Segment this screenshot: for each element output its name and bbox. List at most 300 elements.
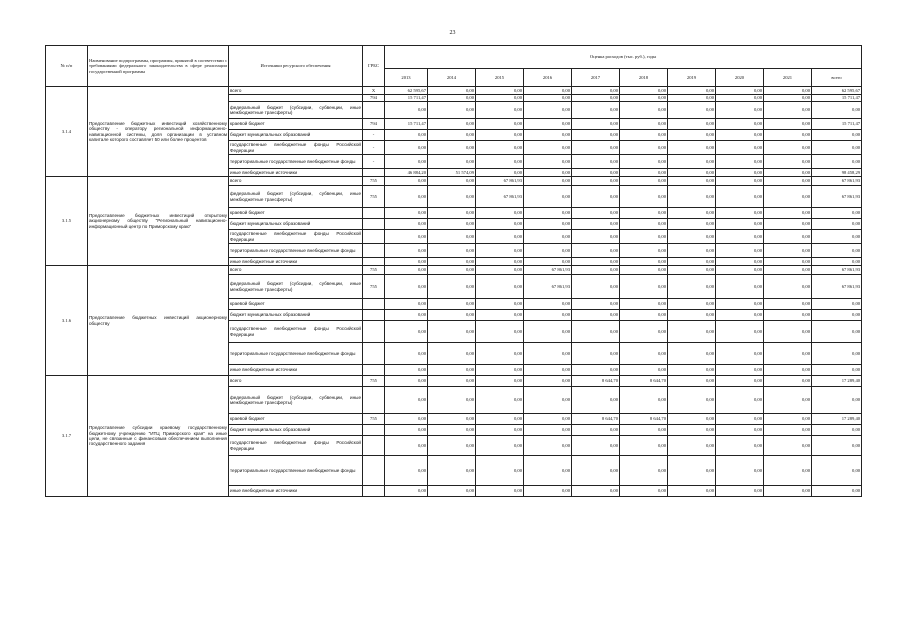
value-2016: 0,00 bbox=[524, 208, 572, 219]
header-grbs: ГРБС bbox=[363, 46, 385, 87]
value-2018: 0,00 bbox=[620, 219, 668, 230]
value-2020: 0,00 bbox=[716, 219, 764, 230]
value-2021: 0,00 bbox=[764, 275, 812, 299]
value-2019: 0,00 bbox=[668, 102, 716, 119]
section-code: 3.1.6 bbox=[46, 266, 88, 376]
value-2014: 0,00 bbox=[428, 130, 476, 141]
value-2021: 0,00 bbox=[764, 219, 812, 230]
value-total: 0,00 bbox=[812, 244, 862, 258]
value-2021: 0,00 bbox=[764, 343, 812, 365]
value-total: 0,00 bbox=[812, 425, 862, 436]
value-2016: 0,00 bbox=[524, 119, 572, 130]
value-2016: 0,00 bbox=[524, 177, 572, 186]
value-2015: 0,00 bbox=[476, 425, 524, 436]
value-2014: 0,00 bbox=[428, 219, 476, 230]
value-2018: 0,00 bbox=[620, 456, 668, 486]
value-2020: 0,00 bbox=[716, 365, 764, 376]
grbs-code bbox=[363, 244, 385, 258]
value-2013: 0,00 bbox=[385, 186, 428, 208]
value-2021: 0,00 bbox=[764, 266, 812, 275]
grbs-code: 755 bbox=[363, 177, 385, 186]
source-label: федеральный бюджет (субсидии, субвенции, иные межбюджетные трансферты) bbox=[229, 275, 363, 299]
value-2020: 0,00 bbox=[716, 130, 764, 141]
value-2019: 0,00 bbox=[668, 310, 716, 321]
value-2020: 0,00 bbox=[716, 186, 764, 208]
value-total: 0,00 bbox=[812, 299, 862, 310]
value-2013: 0,00 bbox=[385, 102, 428, 119]
value-2020: 0,00 bbox=[716, 230, 764, 244]
value-2014: 0,00 bbox=[428, 155, 476, 169]
value-2014: 0,00 bbox=[428, 310, 476, 321]
value-2013: 0,00 bbox=[385, 387, 428, 414]
value-2016: 0,00 bbox=[524, 456, 572, 486]
value-total: 0,00 bbox=[812, 208, 862, 219]
grbs-code: 755 bbox=[363, 376, 385, 387]
value-2016: 0,00 bbox=[524, 414, 572, 425]
value-2016: 0,00 bbox=[524, 244, 572, 258]
value-2017: 0,00 bbox=[572, 177, 620, 186]
value-2020: 0,00 bbox=[716, 425, 764, 436]
value-2013: 15 711,47 bbox=[385, 119, 428, 130]
value-total: 98 458,29 bbox=[812, 169, 862, 177]
grbs-code: - bbox=[363, 141, 385, 155]
value-2016: 0,00 bbox=[524, 95, 572, 102]
header-year-0: 2013 bbox=[385, 69, 428, 87]
value-2021: 0,00 bbox=[764, 258, 812, 266]
source-label: иные внебюджетные источники bbox=[229, 486, 363, 497]
value-2021: 0,00 bbox=[764, 436, 812, 456]
value-2018: 0,00 bbox=[620, 141, 668, 155]
value-total: 67 861,93 bbox=[812, 266, 862, 275]
value-2014: 0,00 bbox=[428, 244, 476, 258]
value-2018: 0,00 bbox=[620, 486, 668, 497]
value-2018: 0,00 bbox=[620, 299, 668, 310]
value-2019: 0,00 bbox=[668, 177, 716, 186]
value-2013: 0,00 bbox=[385, 299, 428, 310]
value-2018: 0,00 bbox=[620, 208, 668, 219]
value-total: 17 289,40 bbox=[812, 376, 862, 387]
value-2017: 0,00 bbox=[572, 266, 620, 275]
section-code: 3.1.4 bbox=[46, 87, 88, 177]
value-2020: 0,00 bbox=[716, 436, 764, 456]
value-2016: 0,00 bbox=[524, 141, 572, 155]
value-total: 0,00 bbox=[812, 230, 862, 244]
value-2021: 0,00 bbox=[764, 87, 812, 95]
source-label: государственные внебюджетные фонды Российской Федерации bbox=[229, 321, 363, 343]
value-2014: 0,00 bbox=[428, 119, 476, 130]
value-2020: 0,00 bbox=[716, 376, 764, 387]
value-2013: 0,00 bbox=[385, 208, 428, 219]
value-total: 67 861,93 bbox=[812, 275, 862, 299]
value-2019: 0,00 bbox=[668, 321, 716, 343]
value-2021: 0,00 bbox=[764, 376, 812, 387]
header-sources: Источники ресурсного обеспечения bbox=[229, 46, 363, 87]
source-label: краевой бюджет bbox=[229, 208, 363, 219]
value-2013: 0,00 bbox=[385, 365, 428, 376]
value-2016: 67 861,93 bbox=[524, 275, 572, 299]
value-2014: 0,00 bbox=[428, 456, 476, 486]
value-2014: 0,00 bbox=[428, 230, 476, 244]
value-2018: 8 644,70 bbox=[620, 376, 668, 387]
grbs-code bbox=[363, 436, 385, 456]
value-2016: 0,00 bbox=[524, 219, 572, 230]
value-total: 67 861,93 bbox=[812, 186, 862, 208]
value-total: 67 861,93 bbox=[812, 177, 862, 186]
source-label: иные внебюджетные источники bbox=[229, 365, 363, 376]
value-2020: 0,00 bbox=[716, 258, 764, 266]
value-2017: 0,00 bbox=[572, 230, 620, 244]
value-2018: 0,00 bbox=[620, 275, 668, 299]
value-total: 0,00 bbox=[812, 343, 862, 365]
value-2019: 0,00 bbox=[668, 119, 716, 130]
value-total: 62 595,67 bbox=[812, 87, 862, 95]
value-total: 0,00 bbox=[812, 456, 862, 486]
value-2020: 0,00 bbox=[716, 208, 764, 219]
value-2014: 0,00 bbox=[428, 208, 476, 219]
value-2019: 0,00 bbox=[668, 425, 716, 436]
value-2017: 0,00 bbox=[572, 425, 620, 436]
value-2019: 0,00 bbox=[668, 456, 716, 486]
value-2014: 0,00 bbox=[428, 258, 476, 266]
value-total: 0,00 bbox=[812, 219, 862, 230]
value-2014: 0,00 bbox=[428, 387, 476, 414]
value-2015: 67 861,93 bbox=[476, 177, 524, 186]
value-2014: 0,00 bbox=[428, 365, 476, 376]
value-2020: 0,00 bbox=[716, 310, 764, 321]
value-total: 0,00 bbox=[812, 387, 862, 414]
source-label: федеральный бюджет (субсидии, субвенции, иные межбюджетные трансферты) bbox=[229, 102, 363, 119]
value-total: 17 289,40 bbox=[812, 414, 862, 425]
value-2017: 0,00 bbox=[572, 486, 620, 497]
grbs-code bbox=[363, 343, 385, 365]
value-2021: 0,00 bbox=[764, 321, 812, 343]
value-2013: 0,00 bbox=[385, 310, 428, 321]
value-2015: 0,00 bbox=[476, 130, 524, 141]
value-2016: 0,00 bbox=[524, 387, 572, 414]
value-2013: 0,00 bbox=[385, 130, 428, 141]
value-2015: 0,00 bbox=[476, 208, 524, 219]
value-2017: 0,00 bbox=[572, 208, 620, 219]
value-2014: 0,00 bbox=[428, 425, 476, 436]
source-label: территориальные государственные внебюджетные фонды bbox=[229, 343, 363, 365]
value-2017: 0,00 bbox=[572, 244, 620, 258]
header-year-7: 2020 bbox=[716, 69, 764, 87]
source-label: краевой бюджет bbox=[229, 299, 363, 310]
value-total: 0,00 bbox=[812, 102, 862, 119]
value-2018: 0,00 bbox=[620, 102, 668, 119]
value-2014: 51 574,09 bbox=[428, 169, 476, 177]
value-2021: 0,00 bbox=[764, 119, 812, 130]
value-2020: 0,00 bbox=[716, 95, 764, 102]
value-2015: 0,00 bbox=[476, 414, 524, 425]
value-2018: 0,00 bbox=[620, 130, 668, 141]
grbs-code: - bbox=[363, 130, 385, 141]
value-2013: 0,00 bbox=[385, 155, 428, 169]
value-2019: 0,00 bbox=[668, 208, 716, 219]
header-year-8: 2021 bbox=[764, 69, 812, 87]
value-2021: 0,00 bbox=[764, 95, 812, 102]
table-row bbox=[46, 177, 862, 186]
grbs-code bbox=[363, 486, 385, 497]
value-2019: 0,00 bbox=[668, 486, 716, 497]
value-2018: 0,00 bbox=[620, 387, 668, 414]
value-2018: 0,00 bbox=[620, 119, 668, 130]
value-2014: 0,00 bbox=[428, 486, 476, 497]
value-2017: 0,00 bbox=[572, 219, 620, 230]
value-2015: 0,00 bbox=[476, 155, 524, 169]
value-2018: 8 644,70 bbox=[620, 414, 668, 425]
value-2015: 0,00 bbox=[476, 310, 524, 321]
grbs-code: 755 bbox=[363, 186, 385, 208]
source-label: бюджет муниципальных образований bbox=[229, 219, 363, 230]
value-2021: 0,00 bbox=[764, 169, 812, 177]
value-2016: 0,00 bbox=[524, 365, 572, 376]
value-2020: 0,00 bbox=[716, 321, 764, 343]
value-2014: 0,00 bbox=[428, 275, 476, 299]
value-2018: 0,00 bbox=[620, 169, 668, 177]
value-2016: 0,00 bbox=[524, 486, 572, 497]
value-2015: 0,00 bbox=[476, 95, 524, 102]
value-2019: 0,00 bbox=[668, 219, 716, 230]
value-2020: 0,00 bbox=[716, 486, 764, 497]
value-2013: 0,00 bbox=[385, 219, 428, 230]
value-2019: 0,00 bbox=[668, 130, 716, 141]
value-2015: 0,00 bbox=[476, 87, 524, 95]
value-2015: 0,00 bbox=[476, 169, 524, 177]
value-2019: 0,00 bbox=[668, 87, 716, 95]
header-year-1: 2014 bbox=[428, 69, 476, 87]
value-2021: 0,00 bbox=[764, 387, 812, 414]
table-row bbox=[46, 266, 862, 275]
value-2019: 0,00 bbox=[668, 414, 716, 425]
value-2019: 0,00 bbox=[668, 365, 716, 376]
value-2017: 0,00 bbox=[572, 186, 620, 208]
value-2020: 0,00 bbox=[716, 141, 764, 155]
value-2013: 0,00 bbox=[385, 321, 428, 343]
value-2021: 0,00 bbox=[764, 155, 812, 169]
value-2017: 0,00 bbox=[572, 141, 620, 155]
value-2020: 0,00 bbox=[716, 169, 764, 177]
grbs-code: 755 bbox=[363, 414, 385, 425]
value-2019: 0,00 bbox=[668, 343, 716, 365]
value-2015: 0,00 bbox=[476, 119, 524, 130]
grbs-code: 755 bbox=[363, 266, 385, 275]
grbs-code bbox=[363, 208, 385, 219]
value-2018: 0,00 bbox=[620, 266, 668, 275]
value-2019: 0,00 bbox=[668, 244, 716, 258]
value-2020: 0,00 bbox=[716, 414, 764, 425]
value-2019: 0,00 bbox=[668, 266, 716, 275]
value-2014: 0,00 bbox=[428, 95, 476, 102]
value-2019: 0,00 bbox=[668, 155, 716, 169]
source-label: всего bbox=[229, 266, 363, 275]
header-year-3: 2016 bbox=[524, 69, 572, 87]
value-2015: 0,00 bbox=[476, 456, 524, 486]
table-header bbox=[46, 46, 862, 87]
value-2015: 0,00 bbox=[476, 436, 524, 456]
value-total: 15 711,47 bbox=[812, 119, 862, 130]
value-2019: 0,00 bbox=[668, 230, 716, 244]
source-label: краевой бюджет bbox=[229, 119, 363, 130]
value-2016: 0,00 bbox=[524, 155, 572, 169]
value-2013: 0,00 bbox=[385, 141, 428, 155]
table-body bbox=[46, 87, 862, 497]
value-2017: 0,00 bbox=[572, 87, 620, 95]
value-2015: 0,00 bbox=[476, 299, 524, 310]
source-label: всего bbox=[229, 177, 363, 186]
value-2013: 46 884,20 bbox=[385, 169, 428, 177]
value-2016: 0,00 bbox=[524, 425, 572, 436]
value-2013: 0,00 bbox=[385, 456, 428, 486]
value-2015: 0,00 bbox=[476, 275, 524, 299]
value-2016: 0,00 bbox=[524, 343, 572, 365]
value-2015: 0,00 bbox=[476, 244, 524, 258]
value-2018: 0,00 bbox=[620, 258, 668, 266]
header-year-2: 2015 bbox=[476, 69, 524, 87]
budget-table bbox=[45, 45, 862, 497]
value-2017: 0,00 bbox=[572, 387, 620, 414]
value-2018: 0,00 bbox=[620, 425, 668, 436]
value-2015: 0,00 bbox=[476, 141, 524, 155]
value-2020: 0,00 bbox=[716, 343, 764, 365]
value-2016: 0,00 bbox=[524, 186, 572, 208]
value-2013: 0,00 bbox=[385, 486, 428, 497]
value-2017: 0,00 bbox=[572, 275, 620, 299]
value-2020: 0,00 bbox=[716, 177, 764, 186]
value-2014: 0,00 bbox=[428, 343, 476, 365]
grbs-code bbox=[363, 219, 385, 230]
value-2021: 0,00 bbox=[764, 310, 812, 321]
value-2017: 8 644,70 bbox=[572, 376, 620, 387]
source-label: всего bbox=[229, 376, 363, 387]
source-label: территориальные государственные внебюджетные фонды bbox=[229, 155, 363, 169]
value-2020: 0,00 bbox=[716, 244, 764, 258]
value-2018: 0,00 bbox=[620, 436, 668, 456]
value-2015: 0,00 bbox=[476, 230, 524, 244]
value-2020: 0,00 bbox=[716, 456, 764, 486]
value-2021: 0,00 bbox=[764, 141, 812, 155]
value-2013: 0,00 bbox=[385, 275, 428, 299]
value-2019: 0,00 bbox=[668, 258, 716, 266]
value-2018: 0,00 bbox=[620, 95, 668, 102]
value-total: 0,00 bbox=[812, 155, 862, 169]
source-label: федеральный бюджет (субсидии, субвенции, иные межбюджетные трансферты) bbox=[229, 186, 363, 208]
value-2015: 0,00 bbox=[476, 343, 524, 365]
value-2016: 0,00 bbox=[524, 310, 572, 321]
grbs-code bbox=[363, 299, 385, 310]
source-label bbox=[229, 95, 363, 102]
source-label: бюджет муниципальных образований bbox=[229, 425, 363, 436]
value-2013: 0,00 bbox=[385, 177, 428, 186]
value-2016: 0,00 bbox=[524, 102, 572, 119]
value-2021: 0,00 bbox=[764, 425, 812, 436]
value-2013: 0,00 bbox=[385, 230, 428, 244]
value-2021: 0,00 bbox=[764, 177, 812, 186]
source-label: государственные внебюджетные фонды Российской Федерации bbox=[230, 142, 361, 153]
value-2014: 0,00 bbox=[428, 266, 476, 275]
value-2021: 0,00 bbox=[764, 244, 812, 258]
value-2014: 0,00 bbox=[428, 141, 476, 155]
section-name: Предоставление субсидии краевому государственному бюджетному учреждению "ИТЦ Приморского края" на иные цели, не связанные с финансовым обеспечением выполнения государственного задания bbox=[88, 376, 229, 497]
source-label: иные внебюджетные источники bbox=[229, 169, 363, 177]
value-2014: 0,00 bbox=[428, 414, 476, 425]
value-2017: 0,00 bbox=[572, 102, 620, 119]
value-2015: 0,00 bbox=[476, 486, 524, 497]
value-2015: 0,00 bbox=[476, 102, 524, 119]
value-2021: 0,00 bbox=[764, 299, 812, 310]
value-2017: 0,00 bbox=[572, 130, 620, 141]
value-2021: 0,00 bbox=[764, 365, 812, 376]
value-2019: 0,00 bbox=[668, 186, 716, 208]
value-2016: 0,00 bbox=[524, 169, 572, 177]
value-2013: 0,00 bbox=[385, 414, 428, 425]
source-label: бюджет муниципальных образований bbox=[229, 130, 363, 141]
value-2017: 0,00 bbox=[572, 321, 620, 343]
value-total: 0,00 bbox=[812, 321, 862, 343]
value-total: 0,00 bbox=[812, 258, 862, 266]
value-2013: 62 595,67 bbox=[385, 87, 428, 95]
grbs-code: - bbox=[363, 155, 385, 169]
value-2016: 0,00 bbox=[524, 436, 572, 456]
value-total: 0,00 bbox=[812, 130, 862, 141]
value-2019: 0,00 bbox=[668, 275, 716, 299]
value-2015: 0,00 bbox=[476, 321, 524, 343]
value-2017: 0,00 bbox=[572, 365, 620, 376]
value-2013: 0,00 bbox=[385, 376, 428, 387]
value-total: 0,00 bbox=[812, 436, 862, 456]
value-total: 0,00 bbox=[812, 486, 862, 497]
section-name: Предоставление бюджетных инвестиций акционерному обществу bbox=[88, 266, 229, 376]
value-total: 0,00 bbox=[812, 141, 862, 155]
value-total: 0,00 bbox=[812, 310, 862, 321]
grbs-code bbox=[363, 230, 385, 244]
value-2020: 0,00 bbox=[716, 155, 764, 169]
header-year-6: 2019 bbox=[668, 69, 716, 87]
value-2015: 0,00 bbox=[476, 266, 524, 275]
value-2014: 0,00 bbox=[428, 177, 476, 186]
value-2020: 0,00 bbox=[716, 299, 764, 310]
value-2020: 0,00 bbox=[716, 275, 764, 299]
value-2015: 0,00 bbox=[476, 365, 524, 376]
value-2013: 15 711,47 bbox=[385, 95, 428, 102]
source-label: государственные внебюджетные фонды Российской Федерации bbox=[230, 231, 361, 242]
value-2020: 0,00 bbox=[716, 102, 764, 119]
source-label: государственные внебюджетные фонды Российской Федерации bbox=[229, 436, 363, 456]
grbs-code bbox=[363, 321, 385, 343]
header-estimate: Оценка расходов (тыс. руб.), годы bbox=[385, 46, 862, 69]
value-2013: 0,00 bbox=[385, 258, 428, 266]
grbs-code bbox=[363, 310, 385, 321]
value-2021: 0,00 bbox=[764, 456, 812, 486]
grbs-code: 794 bbox=[363, 119, 385, 130]
section-name: Предоставление бюджетных инвестиций хозяйственному обществу - оператору региональной информационно-навигационной системы, доля организации в уставном капитале которого составляет 50 или более процентов bbox=[88, 87, 229, 177]
value-2018: 0,00 bbox=[620, 177, 668, 186]
value-2016: 0,00 bbox=[524, 376, 572, 387]
grbs-code bbox=[363, 456, 385, 486]
value-2015: 0,00 bbox=[476, 219, 524, 230]
header-num: № п/п bbox=[46, 46, 88, 87]
value-2018: 0,00 bbox=[620, 186, 668, 208]
value-2019: 0,00 bbox=[668, 376, 716, 387]
value-2013: 0,00 bbox=[385, 244, 428, 258]
grbs-code bbox=[363, 258, 385, 266]
source-label: всего bbox=[229, 87, 363, 95]
value-2015: 0,00 bbox=[476, 387, 524, 414]
value-2019: 0,00 bbox=[668, 95, 716, 102]
value-2016: 67 861,93 bbox=[524, 266, 572, 275]
value-2018: 0,00 bbox=[620, 230, 668, 244]
value-2017: 8 644,70 bbox=[572, 414, 620, 425]
